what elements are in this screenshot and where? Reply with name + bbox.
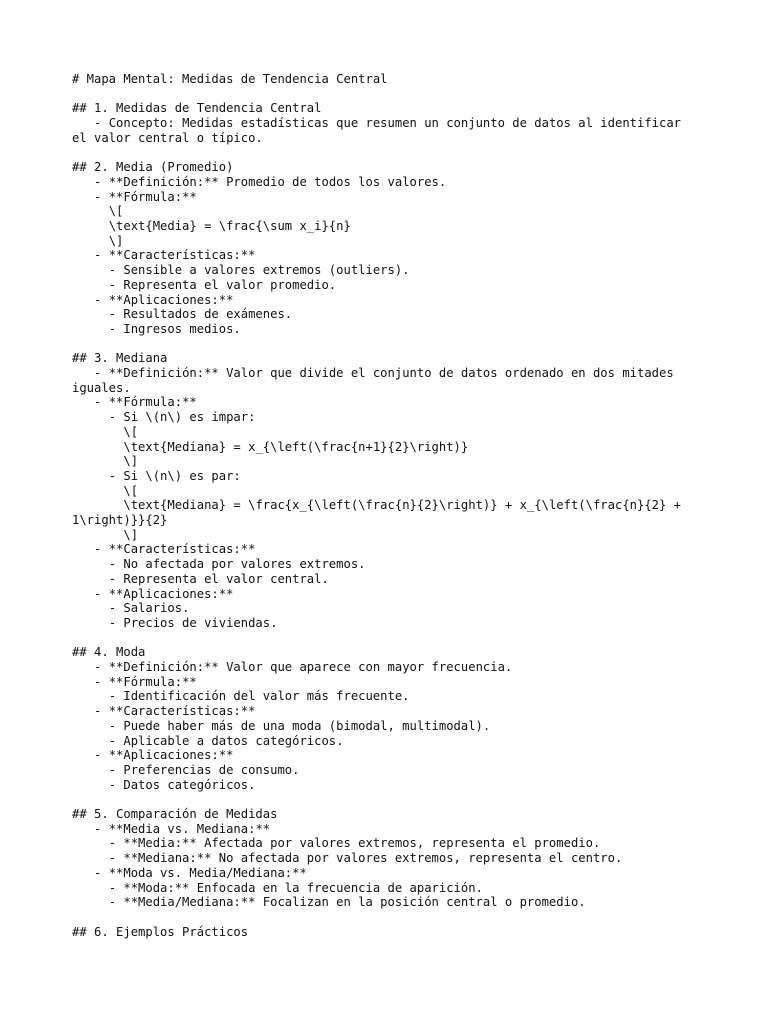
text-line: - Aplicable a datos categóricos. [72, 733, 344, 748]
text-line: - **Moda vs. Media/Mediana:** [72, 865, 307, 880]
text-line: - **Aplicaciones:** [72, 292, 234, 307]
text-line: - **Aplicaciones:** [72, 748, 234, 763]
blank-line [72, 337, 702, 352]
text-line: - Ingresos medios. [72, 321, 241, 336]
blank-line [72, 910, 702, 925]
text-line: - **Mediana:** No afectada por valores extremos, representa el centro. [72, 851, 623, 866]
text-line: - Preferencias de consumo. [72, 762, 300, 777]
text-line: - **Fórmula:** [72, 189, 197, 204]
text-line: - Sensible a valores extremos (outliers). [72, 263, 410, 278]
text-line: - **Moda:** Enfocada en la frecuencia de aparición. [72, 880, 483, 895]
text-line: - **Fórmula:** [72, 674, 197, 689]
blank-line [72, 87, 702, 102]
document-title: # Mapa Mental: Medidas de Tendencia Central [72, 72, 388, 86]
text-line: - Representa el valor promedio. [72, 277, 337, 292]
text-line: - Resultados de exámenes. [72, 307, 293, 322]
text-line: - **Fórmula:** [72, 395, 197, 410]
text-line: - **Características:** [72, 248, 256, 263]
text-line: \[ [72, 483, 139, 498]
section-heading: ## 1. Medidas de Tendencia Central [72, 101, 322, 116]
text-line: - **Definición:** Valor que divide el conjunto de datos ordenado en dos mitades iguales. [72, 366, 682, 395]
text-line: \[ [72, 204, 124, 219]
text-line: \] [72, 454, 139, 469]
section-heading: ## 4. Moda [72, 645, 146, 660]
text-line: \text{Mediana} = \frac{x_{\left(\frac{n}{2}\right)} + x_{\left(\frac{n}{2} + 1\right)}}{2} [72, 498, 689, 528]
text-line: - **Media vs. Mediana:** [72, 821, 271, 836]
text-line: - Si \(n\) es par: [72, 468, 241, 483]
text-line: - Representa el valor central. [72, 571, 329, 586]
blank-line [72, 146, 702, 161]
text-line: - Datos categóricos. [72, 777, 256, 792]
text-line: - **Definición:** Promedio de todos los valores. [72, 174, 447, 189]
section-heading: ## 6. Ejemplos Prácticos [72, 924, 249, 939]
text-line: - Si \(n\) es impar: [72, 410, 256, 425]
text-line: \] [72, 233, 124, 248]
text-line: - Puede haber más de una moda (bimodal, multimodal). [72, 718, 491, 733]
text-line: - Concepto: Medidas estadísticas que resumen un conjunto de datos al identificar el valor central o típico. [72, 116, 689, 145]
text-line: - Precios de viviendas. [72, 615, 278, 630]
section-heading: ## 2. Media (Promedio) [72, 160, 234, 175]
text-line: \] [72, 527, 139, 542]
text-line: - **Definición:** Valor que aparece con mayor frecuencia. [72, 660, 513, 675]
text-line: - **Aplicaciones:** [72, 586, 234, 601]
text-line: \[ [72, 424, 139, 439]
section-heading: ## 5. Comparación de Medidas [72, 807, 278, 822]
blank-line [72, 792, 702, 807]
text-line: - Identificación del valor más frecuente. [72, 689, 410, 704]
document-body [72, 72, 702, 939]
text-line: \text{Media} = \frac{\sum x_i}{n} [72, 219, 351, 233]
text-line: \text{Mediana} = x_{\left(\frac{n+1}{2}\right)} [72, 439, 469, 454]
blank-line [72, 631, 702, 646]
text-line: - **Media/Mediana:** Focalizan en la posición central o promedio. [72, 895, 586, 910]
section-heading: ## 3. Mediana [72, 351, 168, 366]
text-line: - **Características:** [72, 704, 256, 719]
text-line: - **Características:** [72, 542, 256, 557]
text-line: - **Media:** Afectada por valores extremos, representa el promedio. [72, 836, 601, 851]
text-line: - Salarios. [72, 601, 190, 616]
text-line: - No afectada por valores extremos. [72, 557, 366, 572]
